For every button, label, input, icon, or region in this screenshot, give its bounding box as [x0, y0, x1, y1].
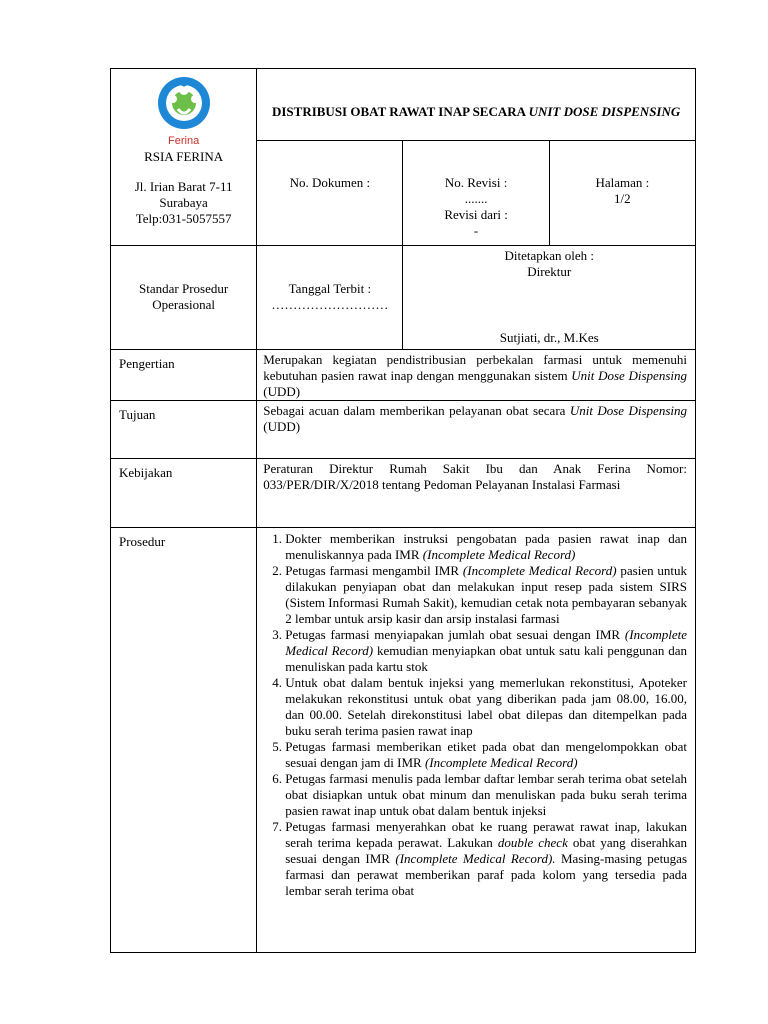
sop-table — [110, 68, 696, 953]
tujuan-text-italic: Unit Dose Dispensing — [569, 403, 687, 418]
revision-from-value: - — [473, 223, 479, 238]
org-cell — [111, 69, 257, 246]
tujuan-text-tail: (UDD) — [263, 419, 301, 434]
prosedur-step-2: 2. Petugas farmasi mengambil IMR (Incomplete Medical Record) pasien untuk dilakukan penyiapan obat dan melakukan input resep pada sistem SIRS (Sistem Informasi Rumah Sakit), kemudian cetak nota pembayaran sebanyak 2 lembar untuk arsip kasir dan arsip instalasi farmasi — [285, 563, 687, 627]
prosedur-step-6: 6. Petugas farmasi menulis pada lembar daftar lembar serah terima obat setelah obat disiapkan untuk obat minum dan menuliskan pada buku serah terima pasien rawat inap untuk obat dalam bentuk injeksi — [285, 771, 687, 819]
title-plain: DISTRIBUSI OBAT RAWAT INAP SECARA — [271, 104, 529, 119]
approval-cell — [403, 246, 696, 350]
address-line-1: Jl. Irian Barat 7-11 — [134, 179, 233, 194]
approver-name: Sutjiati, dr., M.Kes — [499, 330, 599, 345]
sop-line-2: Operasional — [152, 297, 216, 312]
pengertian-text-italic: Unit Dose Dispensing — [571, 368, 687, 383]
revision-label: No. Revisi : — [444, 175, 508, 190]
revision-from-label: Revisi dari : — [444, 207, 508, 222]
approver-title: Direktur — [527, 264, 572, 279]
pengertian-text-tail: (UDD) — [263, 384, 301, 399]
ferina-logo-icon — [156, 75, 212, 131]
approved-by-label: Ditetapkan oleh : — [504, 248, 594, 263]
title-italic: UNIT DOSE DISPENSING — [528, 104, 681, 119]
prosedur-step-7: 7. Petugas farmasi menyerahkan obat ke ruang perawat rawat inap, lakukan serah terima kepada perawat. Lakukan double check obat yang diserahkan sesuai dengan IMR (Incomplete Medical Record). Masing-masing petugas farmasi dan perawat memberikan paraf pada kolom yang tersedia pada lembar serah terima obat — [285, 819, 687, 899]
org-address — [111, 179, 256, 227]
pengertian-label: Pengertian — [111, 350, 257, 401]
page-label: Halaman : — [595, 175, 650, 190]
prosedur-step-3: 3. Petugas farmasi menyiapakan jumlah obat sesuai dengan IMR (Incomplete Medical Record) kemudian menyiapkan obat untuk satu kali penggunan dan menuliskan pada kartu stok — [285, 627, 687, 675]
kebijakan-text: Peraturan Direktur Rumah Sakit Ibu dan Anak Ferina Nomor: 033/PER/DIR/X/2018 tentang Pedoman Pelayanan Instalasi Farmasi — [257, 459, 696, 528]
logo-word: Ferina — [168, 135, 200, 147]
document-title — [257, 69, 696, 141]
kebijakan-label: Kebijakan — [111, 459, 257, 528]
ferina-logo — [156, 75, 212, 145]
prosedur-step-5: 5. Petugas farmasi memberikan etiket pada obat dan mengelompokkan obat sesuai dengan jam di IMR (Incomplete Medical Record) — [285, 739, 687, 771]
prosedur-cell — [257, 528, 696, 953]
page-cell — [549, 141, 695, 246]
doc-number-cell — [257, 141, 403, 246]
pengertian-text — [257, 350, 696, 401]
tujuan-text-plain: Sebagai acuan dalam memberikan pelayanan obat secara — [263, 403, 570, 418]
prosedur-step-4: 4. Untuk obat dalam bentuk injeksi yang memerlukan rekonstitusi, Apoteker melakukan rekonstitusi untuk obat yang diberikan pada jam 08.00, 16.00, dan 00.00. Setelah direkonstitusi label obat dilepas dan ditempelkan pada buku serah terima pasien rawat inap — [285, 675, 687, 739]
page-value: 1/2 — [614, 191, 631, 206]
sop-type-cell — [111, 246, 257, 350]
prosedur-step-1: 1. Dokter memberikan instruksi pengobatan pada pasien rawat inap dan menuliskannya pada IMR (Incomplete Medical Record) — [285, 531, 687, 563]
pengertian-text-plain: Merupakan kegiatan pendistribusian perbekalan farmasi untuk memenuhi kebutuhan pasien rawat inap dengan menggunakan sistem — [263, 352, 687, 383]
tujuan-text — [257, 401, 696, 459]
phone: Telp:031-5057557 — [135, 211, 232, 226]
doc-number-label: No. Dokumen : — [289, 175, 371, 190]
sop-line-1: Standar Prosedur — [139, 281, 229, 296]
revision-cell — [403, 141, 549, 246]
org-name: RSIA FERINA — [144, 149, 224, 164]
address-line-2: Surabaya — [159, 195, 208, 210]
tujuan-label: Tujuan — [111, 401, 257, 459]
prosedur-steps — [257, 531, 687, 899]
prosedur-label: Prosedur — [111, 528, 257, 953]
revision-value: ....... — [464, 191, 488, 206]
issue-date-label: Tanggal Terbit : — [288, 281, 372, 296]
issue-date-cell — [257, 246, 403, 350]
issue-date-value: ……………………… — [271, 297, 389, 312]
